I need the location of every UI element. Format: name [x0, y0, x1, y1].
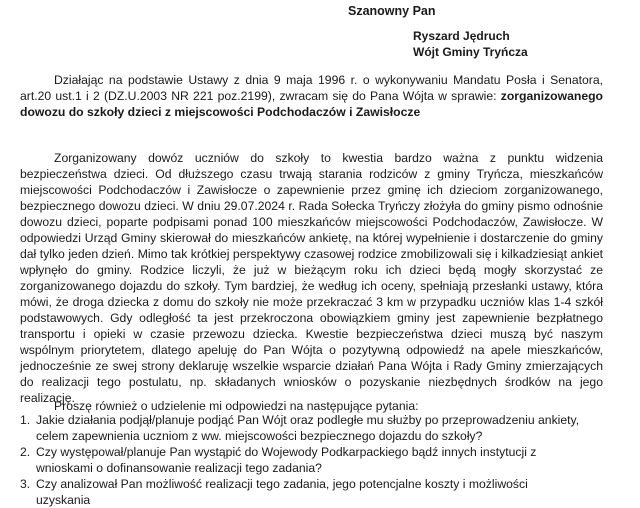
letter-subject: zorganizowanego dowozu do szkoły dzieci z miejscowości Podchodaczów i Zawisłocze — [20, 89, 603, 119]
recipient-title: Wójt Gminy Tryńcza — [413, 45, 528, 59]
recipient-block — [413, 28, 528, 60]
main-paragraph: Zorganizowany dowóz uczniów do szkoły to kwestia bardzo ważna z punktu widzenia bezpieczeństwa dzieci. Od dłuższego czasu trwają starania rodziców z gminy Tryńcza, mieszkańców miejscowości Podchodaczów i Zawisłocze o zapewnienie przez gminę ich dzieciom zorganizowanego, bezpiecznego dowozu dzieci. W dniu 29.07.2024 r. Rada Sołecka Tryńczy złożyła do gminy pismo odnośnie dowozu dzieci, poparte podpisami ponad 100 mieszkańców miejscowości Podchodaczów, Zawisłocze. W odpowiedzi Urząd Gminy skierował do mieszkańców ankietę, na której wypełnienie i dostarczenie do gminy dał tylko jeden dzień. Mimo tak krótkiej perspektywy czasowej rodzice zmobilizowali się i kilkadziesiąt ankiet wpłynęło do gminy. Rodzice liczyli, że już w bieżącym roku ich dzieci będą mogły skorzystać ze zorganizowanego dojazdu do szkoły. Tym bardziej, że według ich oceny, spełniają przesłanki ustawy, która mówi, że droga dziecka z domu do szkoły nie może przekraczać 3 km w przypadku uczniów klas 1-4 szkół podstawowych. Gdy odległość ta jest przekroczona obowiązkiem gminy jest zapewnienie bezpłatnego transportu i opieki w czasie przewozu dziecka. Kwestie bezpieczeństwa dzieci muszą być naszym wspólnym priorytetem, dlatego apeluję do Pan Wójta o pozytywną odpowiedź na apele mieszkańców, jednocześnie ze swej strony deklaruję wszelkie wsparcie działań Pana Wójta i Rady Gminy zmierzających do realizacji tego postulatu, np. składanych wniosków o pozyskanie niezbędnych środków na jego realizację. — [20, 151, 603, 405]
salutation: Szanowny Pan — [348, 4, 436, 18]
question-item — [20, 412, 580, 444]
intro-text: Działając na podstawie Ustawy z dnia 9 maja 1996 r. o wykonywaniu Mandatu Posła i Senatora, art.20 ust.1 i 2 (DZ.U.2003 NR 221 poz.2199), zwracam się do Pana Wójta w sprawie: — [20, 73, 603, 103]
question-text: Czy analizował Pan możliwość realizacji tego zadania, jego potencjalne koszty i możliwości uzyskania — [36, 477, 528, 507]
question-text: Jakie działania podjął/planuje podjąć Pan Wójt oraz podległe mu służby po przeprowadzeniu ankiety, celem zapewnienia uczniom z ww. miejscowości bezpiecznego dojazdu do szkoły? — [36, 413, 580, 443]
question-number: 2. — [20, 445, 31, 459]
questions-intro: Proszę również o udzielenie mi odpowiedzi na następujące pytania: — [54, 399, 419, 413]
intro-paragraph — [20, 72, 603, 120]
question-number: 3. — [20, 477, 31, 491]
questions-list — [20, 412, 580, 508]
question-item — [20, 444, 580, 476]
question-text: Czy występował/planuje Pan wystąpić do Wojewody Podkarpackiego bądź innych instytucji z wnioskami o dofinansowanie realizacji tego zadania? — [36, 445, 537, 475]
question-item — [20, 476, 580, 508]
recipient-name: Ryszard Jędruch — [413, 29, 510, 43]
question-number: 1. — [20, 413, 31, 427]
